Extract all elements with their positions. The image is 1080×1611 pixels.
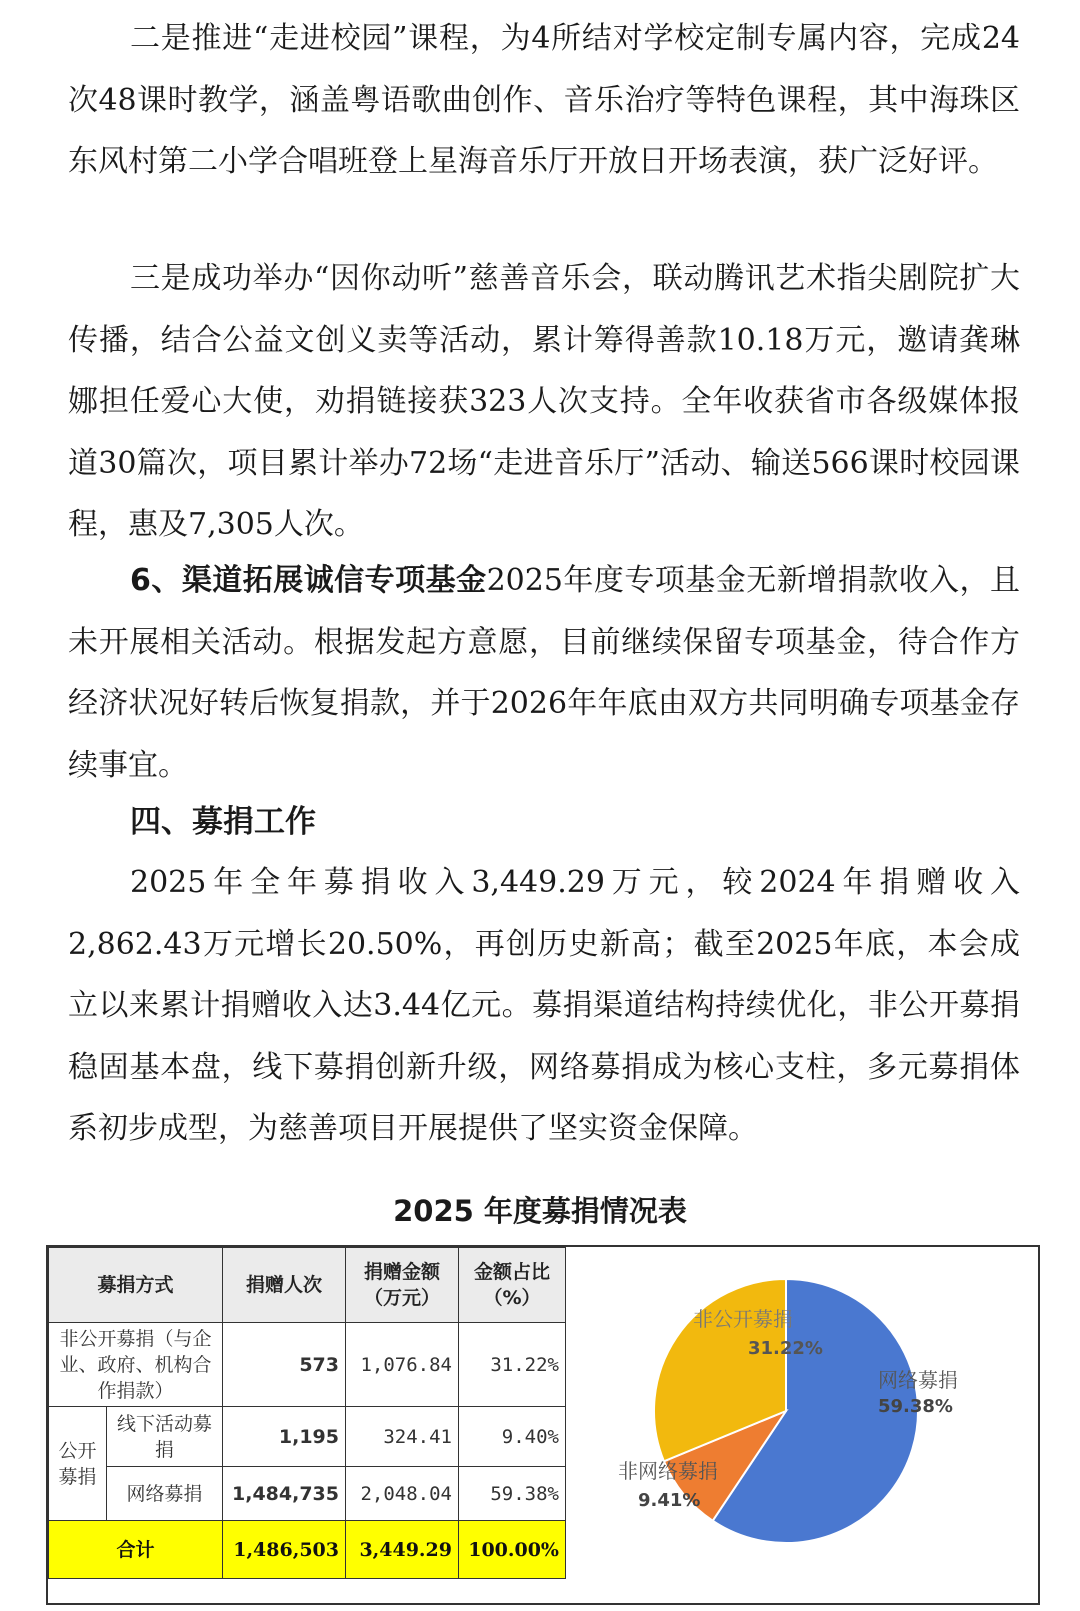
paragraph-special-fund xyxy=(68,550,1020,796)
table-row-offline xyxy=(49,1407,566,1467)
fundraising-table xyxy=(48,1247,566,1579)
pie-slice-name-label: 网络募捐 xyxy=(878,1368,958,1392)
row-amount: 2,048.04 xyxy=(346,1467,459,1521)
header-method: 募捐方式 xyxy=(49,1248,223,1323)
row-amount: 324.41 xyxy=(346,1407,459,1467)
fundraising-pie-chart xyxy=(608,1250,1018,1598)
row-donors: 573 xyxy=(223,1323,346,1407)
pie-slice-value-label: 31.22% xyxy=(748,1338,823,1359)
pie-slice-name-label: 非网络募捐 xyxy=(618,1459,718,1483)
table-header-row xyxy=(49,1248,566,1323)
row-label: 线下活动募捐 xyxy=(107,1407,223,1467)
pie-slice-name-label: 非公开募捐 xyxy=(693,1307,793,1331)
row-donors: 1,484,735 xyxy=(223,1467,346,1521)
row-share: 9.40% xyxy=(459,1407,566,1467)
row-share: 31.22% xyxy=(459,1323,566,1407)
table-row-online xyxy=(49,1467,566,1521)
table-row-total xyxy=(49,1521,566,1579)
header-amount: 捐赠金额（万元） xyxy=(346,1248,459,1323)
table-title: 2025 年度募捐情况表 xyxy=(393,1194,687,1228)
paragraph-body: 2025年度专项基金无新增捐款收入，且未开展相关活动。根据发起方意愿，目前继续保留专项基金，待合作方经济状况好转后恢复捐款，并于2026年年底由双方共同明确专项基金存续事宜。 xyxy=(68,563,1021,783)
row-label: 非公开募捐（与企业、政府、机构合作捐款） xyxy=(49,1323,223,1407)
paragraph-charity-concert: 三是成功举办“因你动听”慈善音乐会，联动腾讯艺术指尖剧院扩大传播，结合公益文创义卖等活动，累计筹得善款10.18万元，邀请龚琳娜担任爱心大使，劝捐链接获323人次支持。全年收获省市各级媒体报道30篇次，项目累计举办72场“走进音乐厅”活动、输送566课时校园课程，惠及7,305人次。 xyxy=(68,261,1020,543)
pie-slice-value-label: 59.38% xyxy=(878,1396,953,1417)
row-amount: 3,449.29 xyxy=(346,1521,459,1579)
row-label: 合计 xyxy=(49,1521,223,1579)
row-share: 59.38% xyxy=(459,1467,566,1521)
row-donors: 1,486,503 xyxy=(223,1521,346,1579)
row-share: 100.00% xyxy=(459,1521,566,1579)
row-label: 网络募捐 xyxy=(107,1467,223,1521)
row-amount: 1,076.84 xyxy=(346,1323,459,1407)
header-share: 金额占比（%） xyxy=(459,1248,566,1323)
row-donors: 1,195 xyxy=(223,1407,346,1467)
header-donors: 捐赠人次 xyxy=(223,1248,346,1323)
section-heading: 四、募捐工作 xyxy=(130,804,316,840)
public-group-label: 公开募捐 xyxy=(49,1407,107,1521)
paragraph-lead: 6、渠道拓展诚信专项基金 xyxy=(130,563,487,598)
table-row-nonpublic xyxy=(49,1323,566,1407)
pie-slice-value-label: 9.41% xyxy=(638,1490,701,1511)
paragraph-campus-courses: 二是推进“走进校园”课程，为4所结对学校定制专属内容，完成24次48课时教学，涵盖粤语歌曲创作、音乐治疗等特色课程，其中海珠区东风村第二小学合唱班登上星海音乐厅开放日开场表演，获广泛好评。 xyxy=(68,21,1020,180)
paragraph-fundraising: 2025年全年募捐收入3,449.29万元，较2024年捐赠收入2,862.43万元增长20.50%，再创历史新高；截至2025年底，本会成立以来累计捐赠收入达3.44亿元。募捐渠道结构持续优化，非公开募捐稳固基本盘，线下募捐创新升级，网络募捐成为核心支柱，多元募捐体系初步成型，为慈善项目开展提供了坚实资金保障。 xyxy=(68,865,1020,1147)
